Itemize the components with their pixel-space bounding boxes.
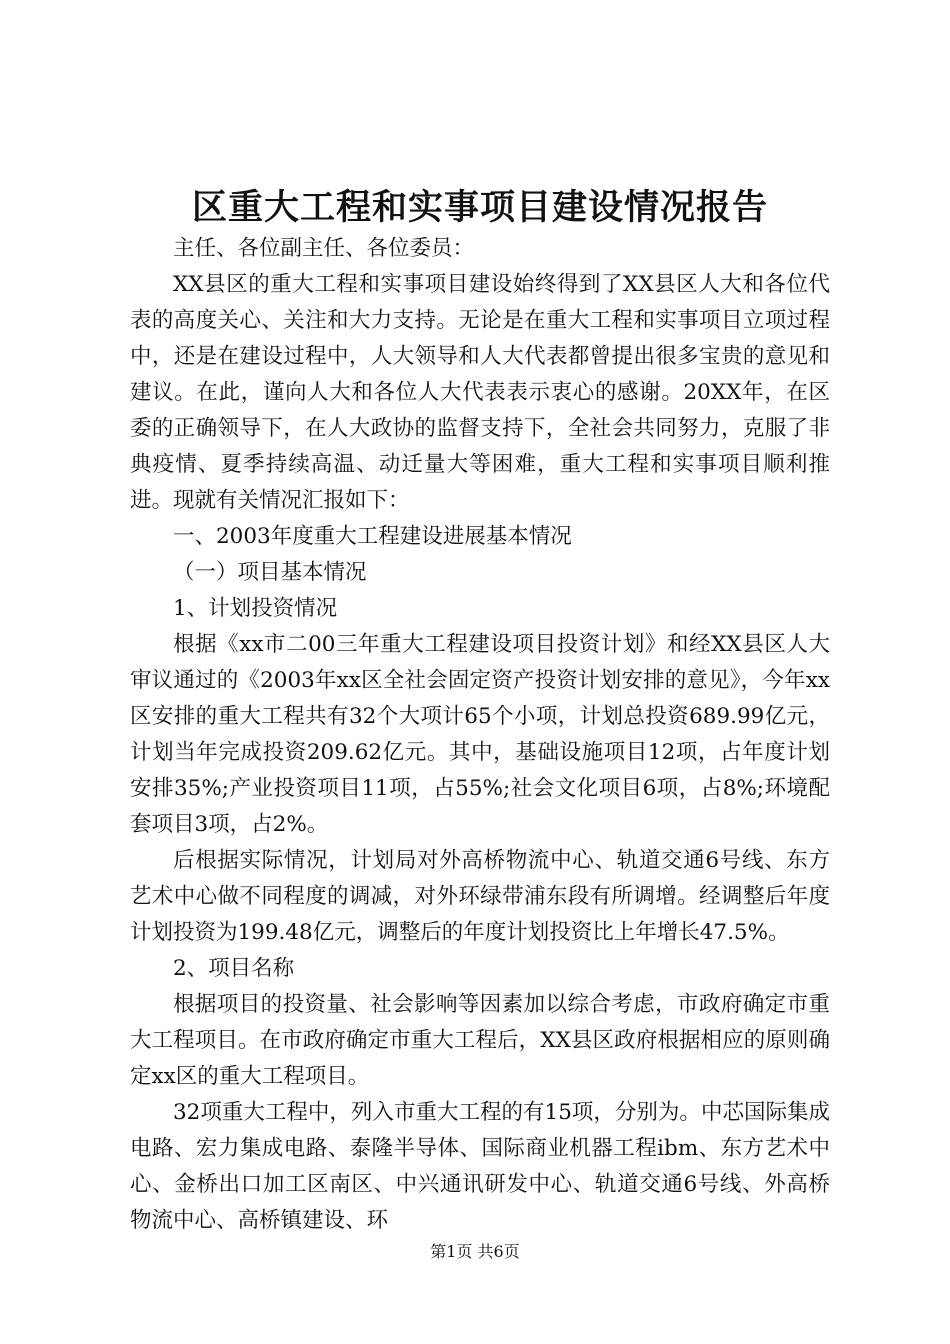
subsection-heading: （一）项目基本情况 bbox=[173, 560, 367, 585]
salutation: 主任、各位副主任、各位委员： bbox=[173, 236, 475, 261]
item-heading: 2、项目名称 bbox=[173, 956, 295, 981]
document-title: 区重大工程和实事项目建设情况报告 bbox=[191, 187, 768, 228]
project-name-paragraph: 根据项目的投资量、社会影响等因素加以综合考虑，市政府确定市重大工程项目。在市政府确定市重大工程后，XX县区政府根据相应的原则确定xx区的重大工程项目。 bbox=[130, 992, 830, 1089]
item-heading: 1、计划投资情况 bbox=[173, 596, 338, 621]
section-heading: 一、2003年度重大工程建设进展基本情况 bbox=[173, 524, 572, 549]
adjustment-paragraph: 后根据实际情况，计划局对外高桥物流中心、轨道交通6号线、东方艺术中心做不同程度的调减，对外环绿带浦东段有所调增。经调整后年度计划投资为199.48亿元，调整后的年度计划投资比上年增长47.5%。 bbox=[130, 848, 830, 945]
page-number: 第1页 共6页 bbox=[430, 1242, 520, 1261]
project-list-paragraph: 32项重大工程中，列入市重大工程的有15项，分别为。中芯国际集成电路、宏力集成电路、泰隆半导体、国际商业机器工程ibm、东方艺术中心、金桥出口加工区南区、中兴通讯研发中心、轨道交通6号线、外高桥物流中心、高桥镇建设、环 bbox=[130, 1100, 830, 1233]
investment-paragraph: 根据《xx市二00三年重大工程建设项目投资计划》和经XX县区人大审议通过的《2003年xx区全社会固定资产投资计划安排的意见》，今年xx区安排的重大工程共有32个大项计65个小项，计划总投资689.99亿元，计划当年完成投资209.62亿元。其中，基础设施项目12项，占年度计划安排35%;产业投资项目11项，占55%;社会文化项目6项，占8%;环境配套项目3项，占2%。 bbox=[130, 632, 830, 837]
document-body bbox=[130, 231, 830, 1239]
intro-paragraph: XX县区的重大工程和实事项目建设始终得到了XX县区人大和各位代表的高度关心、关注和大力支持。无论是在重大工程和实事项目立项过程中，还是在建设过程中，人大领导和人大代表都曾提出很多宝贵的意见和建议。在此，谨向人大和各位人大代表表示衷心的感谢。20XX年，在区委的正确领导下，在人大政协的监督支持下，全社会共同努力，克服了非典疫情、夏季持续高温、动迁量大等困难，重大工程和实事项目顺利推进。现就有关情况汇报如下： bbox=[130, 272, 830, 513]
